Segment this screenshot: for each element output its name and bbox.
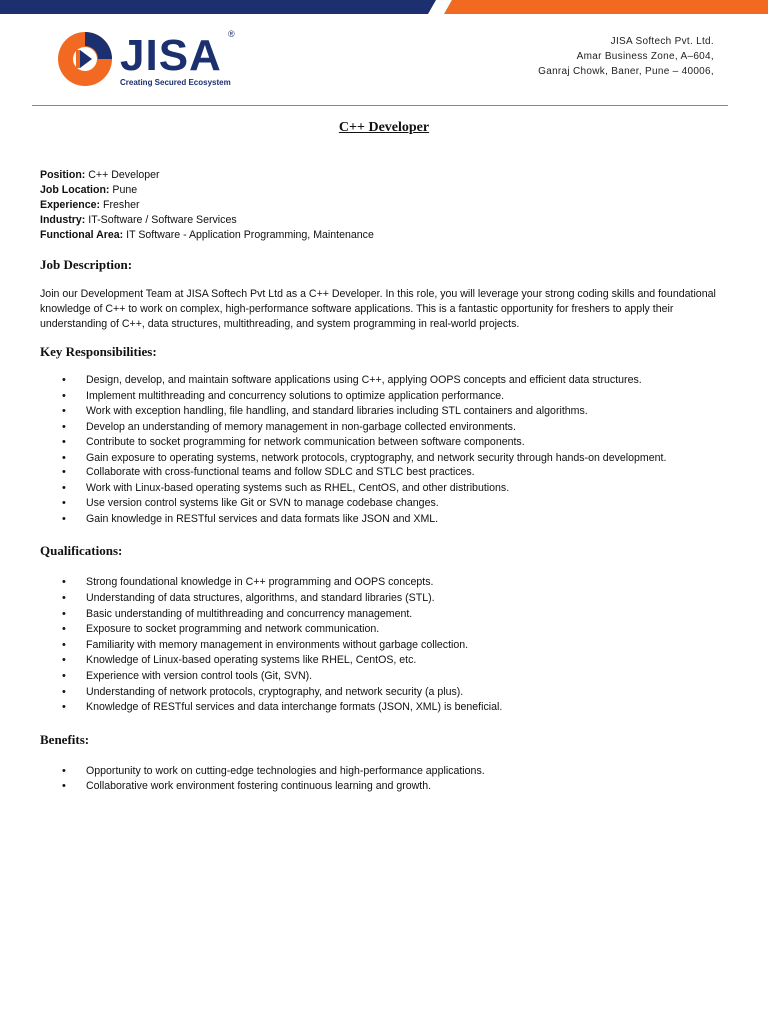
info-industry: [40, 213, 730, 228]
logo-wordmark: JISA: [120, 31, 222, 80]
info-label: Experience:: [40, 199, 101, 211]
list-item: • Exposure to socket programming and network communication.: [40, 622, 730, 638]
address-line: JISA Softech Pvt. Ltd.: [610, 36, 714, 47]
job-description-heading: Job Description:: [40, 257, 133, 272]
list-item: • Gain exposure to operating systems, network protocols, cryptography, and network security through hands-on development.: [40, 451, 730, 465]
info-label: Industry:: [40, 214, 86, 226]
logo-mark-icon: [54, 28, 116, 90]
registered-mark: ®: [228, 29, 235, 39]
logo-tagline: Creating Secured Ecosystem: [120, 78, 231, 87]
info-location: [40, 183, 730, 198]
list-item: • Use version control systems like Git or SVN to manage codebase changes.: [40, 496, 730, 512]
page-title: C++ Developer: [338, 120, 430, 135]
info-label: Job Location:: [40, 184, 110, 196]
list-item: • Basic understanding of multithreading and concurrency management.: [40, 607, 730, 623]
responsibilities-list: [40, 373, 730, 527]
info-label: Functional Area:: [40, 229, 124, 241]
list-item: • Implement multithreading and concurrency solutions to optimize application performance.: [40, 389, 730, 405]
job-info-block: [40, 168, 730, 243]
header-color-band: [0, 0, 768, 14]
list-item: • Gain knowledge in RESTful services and data formats like JSON and XML.: [40, 512, 730, 528]
info-value: IT Software - Application Programming, Maintenance: [126, 229, 374, 241]
list-item: • Develop an understanding of memory management in non-garbage collected environments.: [40, 420, 730, 436]
job-posting-body: [40, 168, 730, 795]
list-item: • Familiarity with memory management in environments without garbage collection.: [40, 638, 730, 654]
info-label: Position:: [40, 169, 86, 181]
benefits-list: [40, 764, 730, 795]
qualifications-list: [40, 575, 730, 715]
list-item: • Design, develop, and maintain software applications using C++, applying OOPS concepts and efficient data structures.: [40, 373, 730, 389]
info-value: C++ Developer: [88, 169, 160, 181]
qualifications-heading: Qualifications:: [40, 543, 123, 559]
info-value: Pune: [112, 184, 138, 196]
list-item: • Opportunity to work on cutting-edge technologies and high-performance applications.: [40, 764, 730, 780]
company-logo: [54, 28, 254, 90]
header-divider: [32, 105, 728, 106]
company-address: [538, 34, 714, 79]
list-item: • Knowledge of RESTful services and data interchange formats (JSON, XML) is beneficial.: [40, 700, 730, 716]
info-experience: [40, 198, 730, 213]
list-item: • Work with exception handling, file handling, and standard libraries including STL containers and algorithms.: [40, 404, 730, 420]
info-value: Fresher: [103, 199, 140, 211]
info-functional-area: [40, 228, 730, 243]
list-item: • Collaborate with cross-functional teams and follow SDLC and STLC best practices.: [40, 465, 730, 481]
list-item: • Experience with version control tools (Git, SVN).: [40, 669, 730, 685]
address-line: Ganraj Chowk, Baner, Pune – 40006,: [538, 66, 714, 77]
responsibilities-heading: Key Responsibilities:: [40, 344, 157, 359]
list-item: • Collaborative work environment fostering continuous learning and growth.: [40, 779, 730, 795]
list-item: • Knowledge of Linux-based operating systems like RHEL, CentOS, etc.: [40, 653, 730, 669]
info-position: [40, 168, 730, 183]
address-line: Amar Business Zone, A–604,: [576, 51, 714, 62]
job-description-text: Join our Development Team at JISA Softech Pvt Ltd as a C++ Developer. In this role, you will leverage your strong coding skills and foundational knowledge of C++ to work on complex, high-performance software applications. This is a fantastic opportunity for freshers to apply their understanding of C++, data structures, multithreading, and system programming in real-world projects.: [40, 288, 716, 330]
list-item: • Work with Linux-based operating systems such as RHEL, CentOS, and other distributions.: [40, 481, 730, 497]
list-item: • Understanding of network protocols, cryptography, and network security (a plus).: [40, 685, 730, 701]
list-item: • Strong foundational knowledge in C++ programming and OOPS concepts.: [40, 575, 730, 591]
list-item: • Understanding of data structures, algorithms, and standard libraries (STL).: [40, 591, 730, 607]
info-value: IT-Software / Software Services: [88, 214, 237, 226]
benefits-heading: Benefits:: [40, 731, 90, 747]
list-item: • Contribute to socket programming for network communication between software components.: [40, 435, 730, 451]
